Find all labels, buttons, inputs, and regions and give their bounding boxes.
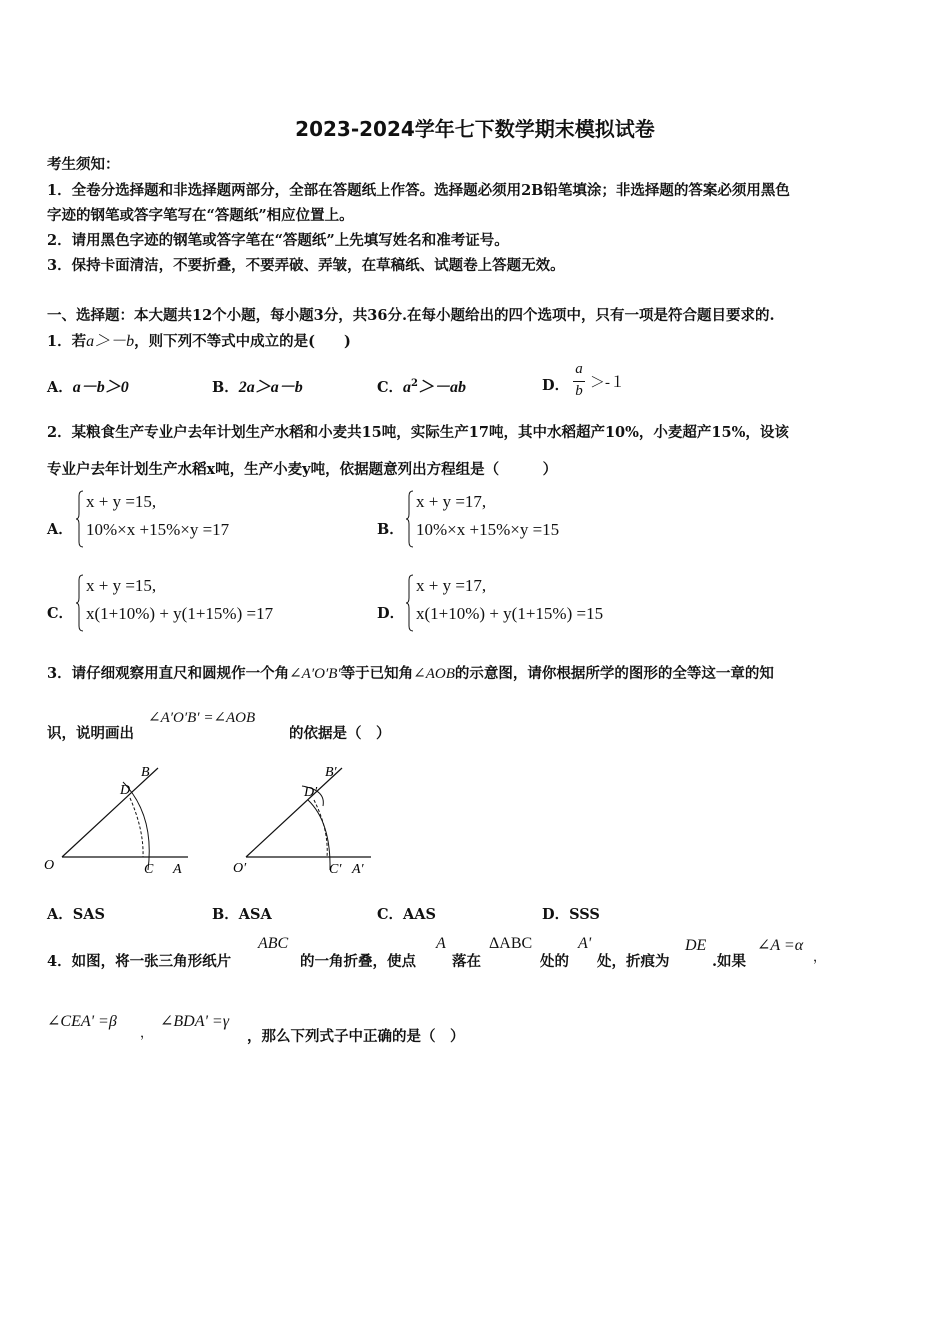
label-o: O	[44, 858, 55, 873]
brace-icon	[406, 574, 414, 632]
q1-stem-math: a＞－b	[86, 333, 135, 350]
q1-option-d-fraction-bar	[573, 381, 585, 382]
q1-option-b-text: 2a＞a－b	[238, 379, 303, 396]
q1-option-d-rest: ＞-１	[590, 375, 625, 391]
q1-option-a	[47, 374, 129, 397]
label-c: C	[144, 862, 154, 877]
notice-line-2: 2．请用黑色字迹的钢笔或答字笔在“答题纸”上先填写姓名和准考证号。	[47, 232, 509, 249]
arc-dashed	[130, 798, 143, 857]
notice-heading: 考生须知：	[47, 156, 120, 173]
q3-text-5: 的依据是（ ）	[289, 725, 391, 742]
question-1-stem	[47, 328, 351, 351]
q3-option-c-label: C．	[377, 906, 404, 923]
brace-icon	[76, 490, 84, 548]
question-3-line-1	[47, 662, 774, 683]
q2-option-a-label: A．	[47, 521, 73, 538]
q4-text-6: .如果	[712, 953, 747, 970]
q1-option-b	[212, 374, 303, 397]
q1-option-d-label: D．	[542, 377, 570, 394]
label-b: B	[141, 765, 150, 780]
q3-option-a-text: SAS	[72, 906, 105, 923]
q2-a-eq2: 10%×x +15%×y =17	[86, 520, 230, 539]
q1-option-c-sup: 2	[411, 378, 419, 390]
q4-math-de: DE	[685, 937, 707, 954]
q3-text-4: 识，说明画出	[47, 725, 134, 742]
q4-math-abc: ABC	[258, 935, 289, 952]
q4-math-angle-a: ∠A =α	[757, 937, 804, 954]
q1-option-b-label: B．	[212, 379, 239, 396]
ray-o-prime-b-prime	[246, 768, 342, 857]
q1-option-a-label: A．	[47, 379, 73, 396]
q1-option-c-a: a	[403, 379, 412, 396]
label-d: D	[120, 783, 131, 798]
q1-option-d-denominator: b	[575, 383, 583, 399]
q1-option-c-b: ＞－ab	[418, 379, 467, 396]
ray-ob	[62, 768, 158, 857]
question-2-line-1: 2．某粮食生产专业户去年计划生产水稻和小麦共15吨，实际生产17吨，其中水稻超产10%，小麦超产15%，设该	[47, 424, 789, 441]
q3-math-2: ∠AOB	[413, 666, 455, 682]
q3-option-b-text: ASA	[238, 906, 272, 923]
q3-math-3: ∠A′O′B′ =∠AOB	[148, 710, 256, 726]
q4-math-a-prime: A'	[578, 935, 592, 952]
notice-line-1a: 1．全卷分选择题和非选择题两部分，全部在答题纸上作答。选择题必须用2B铅笔填涂；非选择题的答案必须用黑色	[47, 182, 790, 199]
q4-comma-1: ，	[813, 950, 827, 965]
q3-figure-constructed-angle	[228, 760, 388, 885]
q2-option-c-label: C．	[47, 605, 74, 622]
label-b-prime: B′	[325, 765, 337, 780]
q3-option-b-label: B．	[212, 906, 239, 923]
label-a-prime: A′	[352, 862, 364, 877]
q4-math-triangle-abc: ΔABC	[489, 935, 533, 952]
page-title: 2023-2024学年七下数学期末模拟试卷	[295, 117, 655, 141]
q1-option-a-text: a－b＞0	[72, 379, 129, 396]
notice-line-1b: 字迹的钢笔或答字笔写在“答题纸”相应位置上。	[47, 207, 354, 224]
q3-text-1: 3．请仔细观察用直尺和圆规作一个角	[47, 665, 290, 682]
q3-option-d-label: D．	[542, 906, 570, 923]
label-d-prime: D′	[304, 785, 318, 800]
section-heading: 一、选择题：本大题共12个小题，每小题3分，共36分.在每小题给出的四个选项中，只有一项是符合题目要求的.	[47, 307, 775, 324]
q1-stem-prefix: 1．若	[47, 333, 87, 350]
label-o-prime: O′	[233, 861, 247, 876]
q4-text-5: 处，折痕为	[597, 953, 670, 970]
q2-c-eq1: x + y =15,	[86, 576, 157, 595]
q2-a-eq1: x + y =15,	[86, 492, 157, 511]
q4-text-3: 落在	[452, 953, 481, 970]
brace-icon	[76, 574, 84, 632]
notice-line-3: 3．保持卡面清洁，不要折叠，不要弄破、弄皱，在草稿纸、试题卷上答题无效。	[47, 257, 565, 274]
q2-b-eq2: 10%×x +15%×y =15	[416, 520, 560, 539]
q4-math-a: A	[436, 935, 446, 952]
q4-text-4: 处的	[540, 953, 569, 970]
q2-d-eq1: x + y =17,	[416, 576, 487, 595]
q3-option-c	[377, 903, 436, 924]
q4-math-angle-cea: ∠CEA' =β	[47, 1013, 117, 1030]
q3-math-1: ∠A′O′B′	[289, 666, 341, 682]
q4-text-2: 的一角折叠，使点	[300, 953, 416, 970]
q3-option-b	[212, 903, 272, 924]
q4-text-1: 4．如图，将一张三角形纸片	[47, 953, 232, 970]
q3-figure-original-angle	[40, 760, 200, 885]
q4-math-angle-bda: ∠BDA' =γ	[160, 1013, 230, 1030]
question-2-line-2: 专业户去年计划生产水稻x吨，生产小麦y吨，依据题意列出方程组是（ ）	[47, 461, 558, 478]
q3-text-2: 等于已知角	[340, 665, 414, 682]
q3-option-d	[542, 903, 600, 924]
q2-option-d-label: D．	[377, 605, 405, 622]
q2-b-eq1: x + y =17,	[416, 492, 487, 511]
q3-option-a	[47, 903, 105, 924]
q3-text-3: 的示意图，请你根据所学的图形的全等这一章的知	[454, 665, 774, 682]
q3-option-c-text: AAS	[403, 906, 437, 923]
q1-option-c-label: C．	[377, 379, 404, 396]
q1-option-d-numerator: a	[575, 361, 583, 377]
q3-option-d-text: SSS	[569, 906, 600, 923]
q4-text-7: ，那么下列式子中正确的是（ ）	[247, 1028, 465, 1045]
q3-option-a-label: A．	[47, 906, 73, 923]
q2-d-eq2: x(1+10%) + y(1+15%) =15	[416, 604, 604, 623]
q1-stem-suffix: ，则下列不等式中成立的是( )	[134, 333, 351, 350]
q1-option-c	[377, 374, 466, 397]
q4-comma-2: ，	[140, 1026, 154, 1041]
label-c-prime: C′	[329, 862, 342, 877]
label-a: A	[173, 862, 182, 877]
q2-option-b-label: B．	[377, 521, 404, 538]
brace-icon	[406, 490, 414, 548]
q2-c-eq2: x(1+10%) + y(1+15%) =17	[86, 604, 274, 623]
